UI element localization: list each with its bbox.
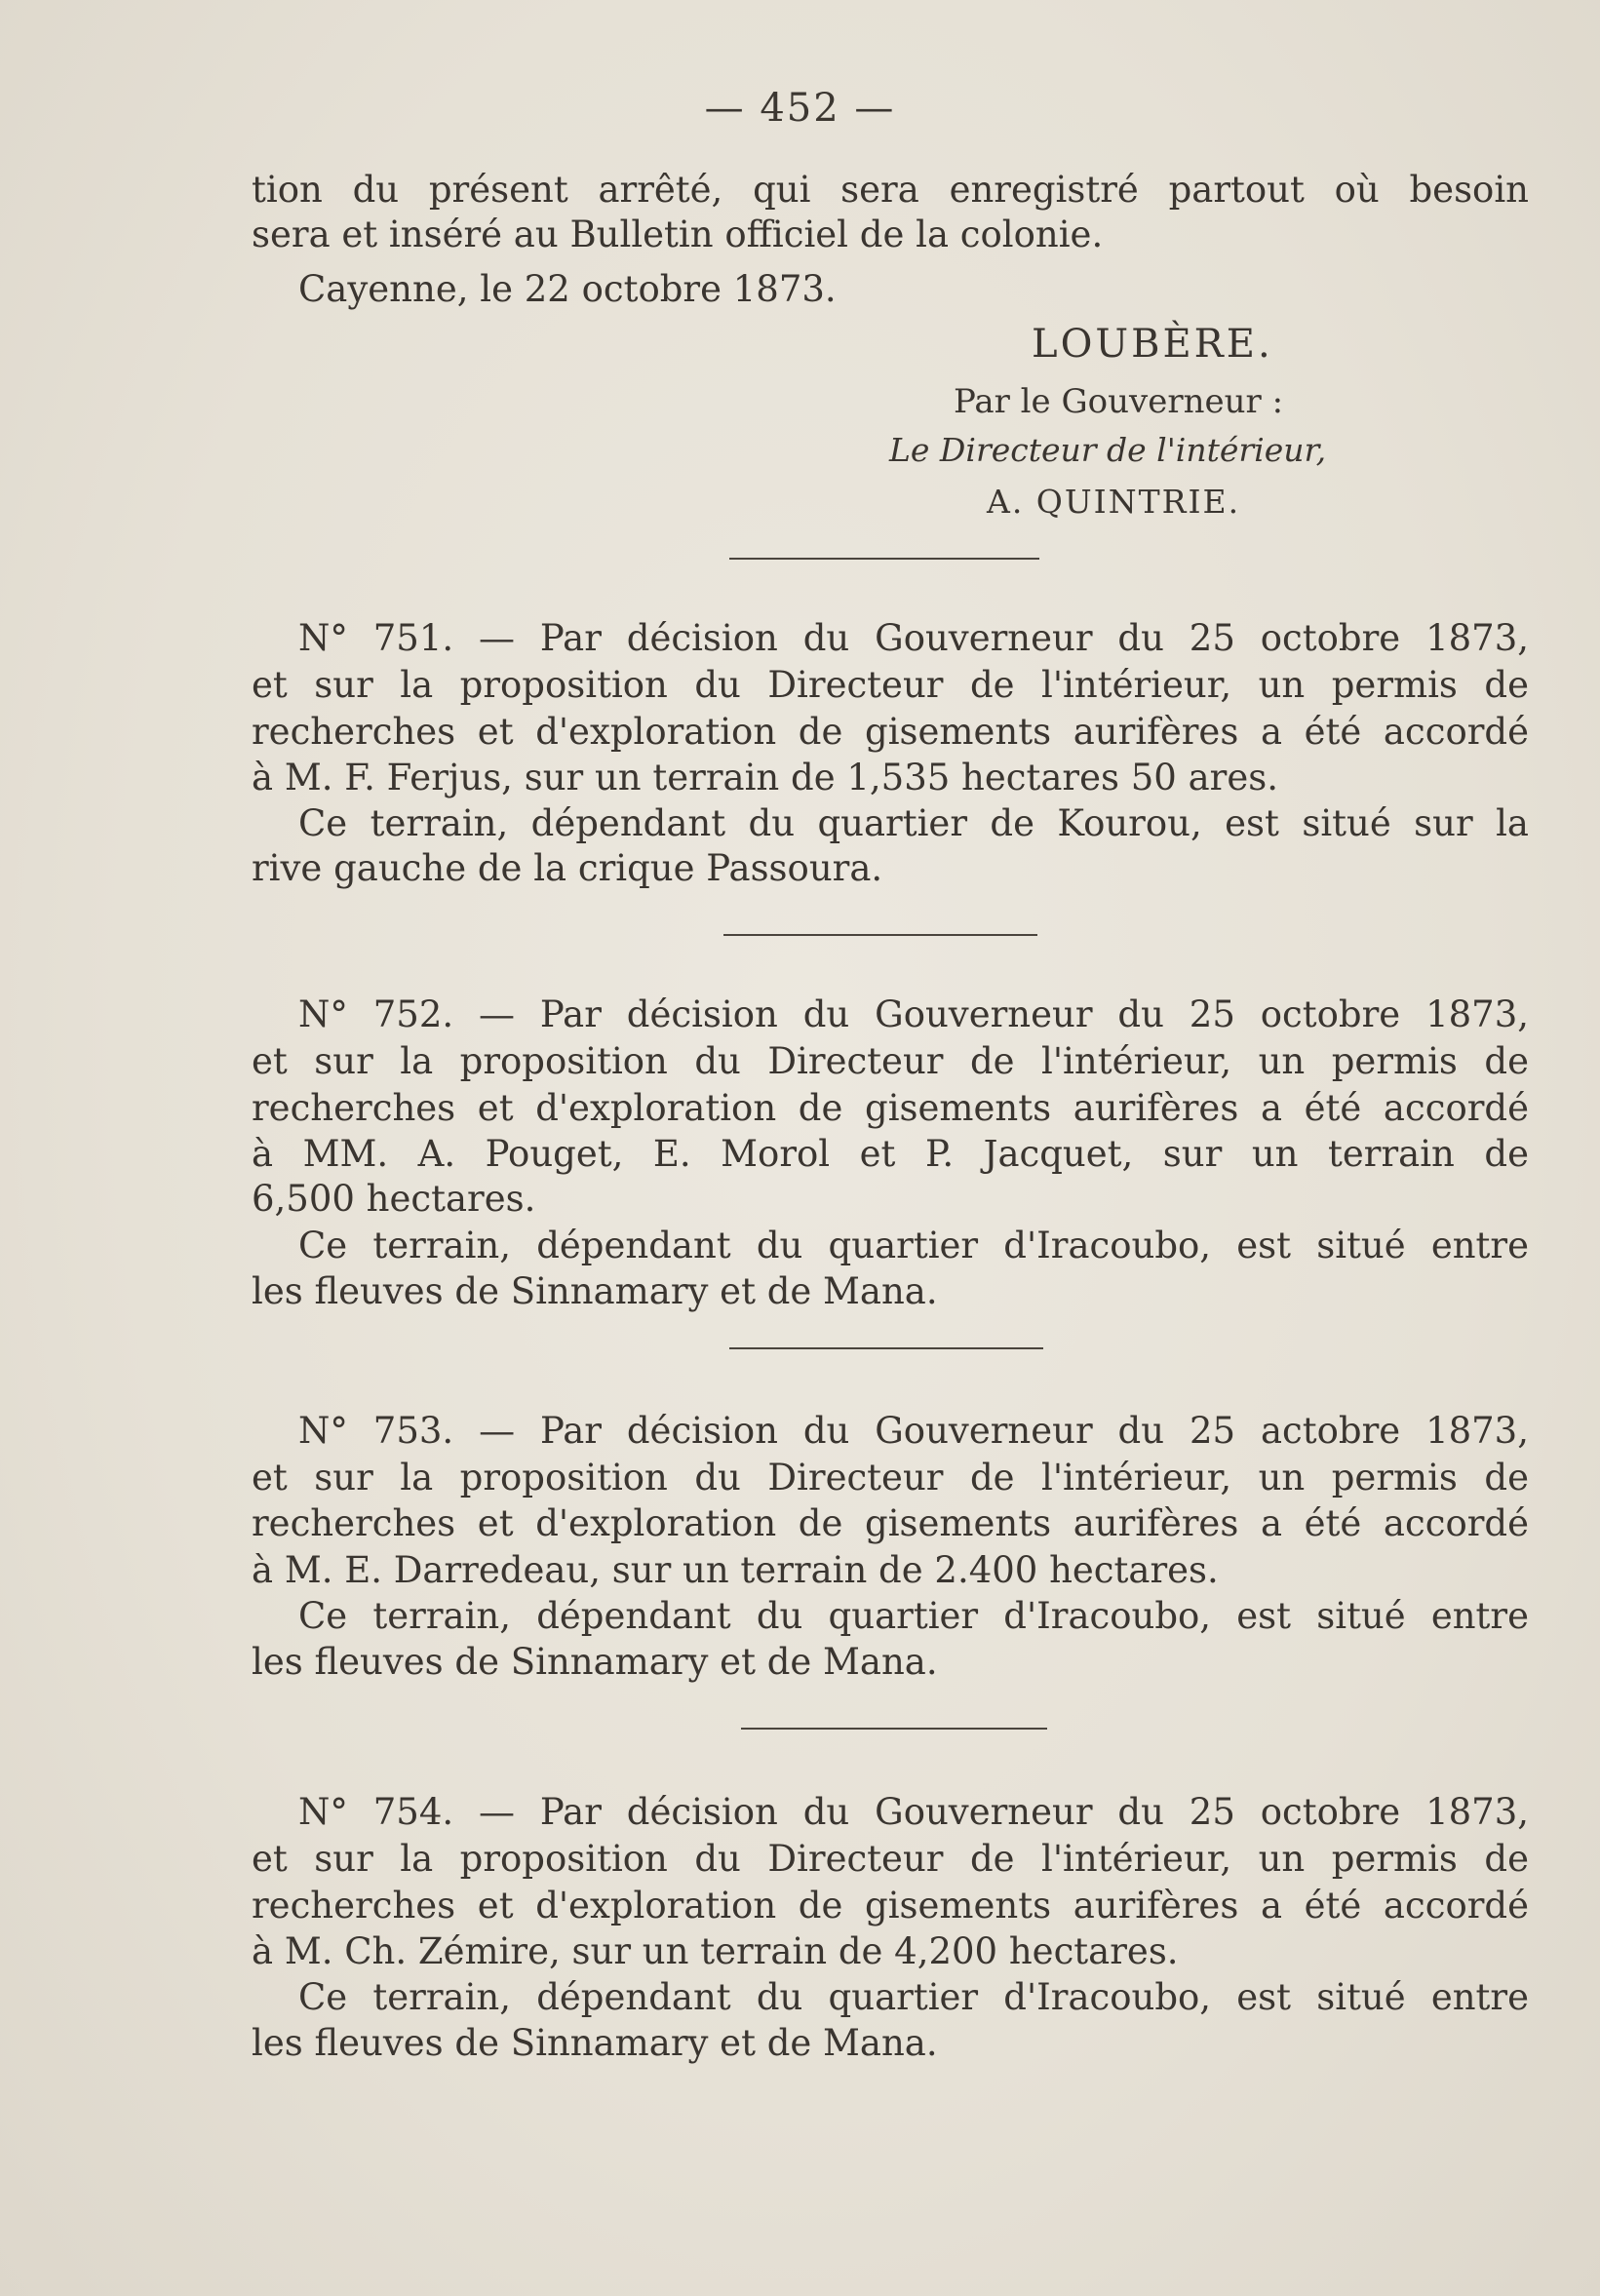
decision-753-line: à M. E. Darredeau, sur un terrain de 2.400 hectares. xyxy=(252,1549,1219,1591)
signature-director-name: A. QUINTRIE. xyxy=(987,483,1241,521)
decision-752-line: N° 752. — Par décision du Gouverneur du 25 octobre 1873, xyxy=(298,993,1529,1035)
decision-753-line: recherches et d'exploration de gisements aurifères a été accordé xyxy=(252,1502,1529,1544)
decision-754-line: N° 754. — Par décision du Gouverneur du 25 octobre 1873, xyxy=(298,1791,1529,1833)
signature-by-governor: Par le Gouverneur : xyxy=(954,382,1284,421)
decision-752-line: et sur la proposition du Directeur de l'intérieur, un permis de xyxy=(252,1040,1529,1082)
page-number: — 452 — xyxy=(704,86,896,131)
decision-754-line: à M. Ch. Zémire, sur un terrain de 4,200 hectares. xyxy=(252,1930,1179,1972)
decision-753-line: et sur la proposition du Directeur de l'intérieur, un permis de xyxy=(252,1457,1529,1498)
decision-752-line: Ce terrain, dépendant du quartier d'Iracoubo, est situé entre xyxy=(298,1225,1529,1266)
section-divider xyxy=(729,1347,1043,1349)
decision-751-line: recherches et d'exploration de gisements aurifères a été accordé xyxy=(252,711,1529,753)
decision-754-line: les fleuves de Sinnamary et de Mana. xyxy=(252,2022,938,2064)
decision-754-line: et sur la proposition du Directeur de l'intérieur, un permis de xyxy=(252,1838,1529,1880)
intro-line: tion du présent arrêté, qui sera enregistré partout où besoin xyxy=(252,169,1529,211)
decision-753-line: N° 753. — Par décision du Gouverneur du 25 actobre 1873, xyxy=(298,1410,1529,1452)
decision-751-line: Ce terrain, dépendant du quartier de Kourou, est situé sur la xyxy=(298,802,1529,844)
decision-751-line: à M. F. Ferjus, sur un terrain de 1,535 hectares 50 ares. xyxy=(252,757,1278,798)
dateline: Cayenne, le 22 octobre 1873. xyxy=(298,268,837,310)
decision-752-line: les fleuves de Sinnamary et de Mana. xyxy=(252,1270,938,1312)
decision-754-line: Ce terrain, dépendant du quartier d'Iracoubo, est situé entre xyxy=(298,1976,1529,2018)
intro-line: sera et inséré au Bulletin officiel de la colonie. xyxy=(252,214,1104,255)
decision-752-line: à MM. A. Pouget, E. Morol et P. Jacquet, sur un terrain de xyxy=(252,1133,1529,1175)
decision-754-line: recherches et d'exploration de gisements aurifères a été accordé xyxy=(252,1885,1529,1926)
decision-751-line: rive gauche de la crique Passoura. xyxy=(252,847,883,889)
section-divider xyxy=(729,558,1039,560)
decision-752-line: recherches et d'exploration de gisements aurifères a été accordé xyxy=(252,1087,1529,1129)
decision-751-line: N° 751. — Par décision du Gouverneur du 25 octobre 1873, xyxy=(298,617,1529,659)
decision-753-line: Ce terrain, dépendant du quartier d'Iracoubo, est situé entre xyxy=(298,1595,1529,1637)
decision-751-line: et sur la proposition du Directeur de l'intérieur, un permis de xyxy=(252,664,1529,706)
decision-752-line: 6,500 hectares. xyxy=(252,1178,536,1220)
decision-753-line: les fleuves de Sinnamary et de Mana. xyxy=(252,1641,938,1683)
signature-director-title: Le Directeur de l'intérieur, xyxy=(889,431,1327,469)
signature-name: LOUBÈRE. xyxy=(1032,322,1273,367)
section-divider xyxy=(741,1728,1047,1730)
section-divider xyxy=(723,934,1037,936)
